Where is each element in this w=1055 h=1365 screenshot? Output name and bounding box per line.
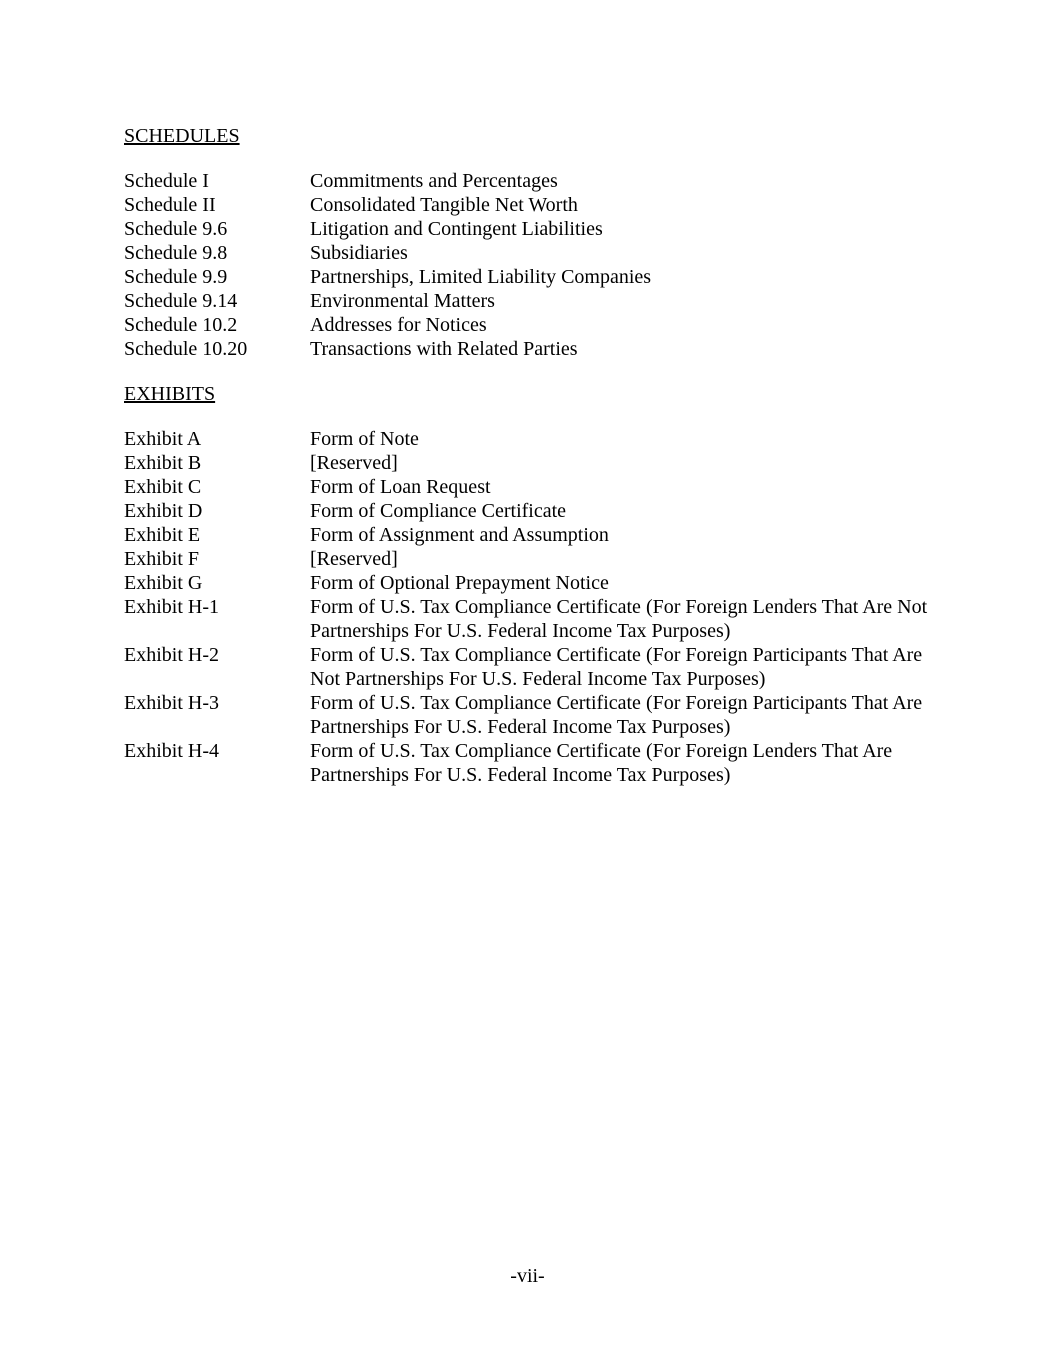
schedule-entry <box>124 265 934 289</box>
exhibit-id: Exhibit G <box>124 572 203 594</box>
exhibit-id: Exhibit E <box>124 524 201 546</box>
exhibit-id: Exhibit F <box>124 548 200 570</box>
exhibit-id: Exhibit H-4 <box>124 740 219 762</box>
schedule-entry <box>124 169 934 193</box>
exhibit-entry <box>124 643 934 691</box>
schedule-entry <box>124 241 934 265</box>
exhibit-title: Form of U.S. Tax Compliance Certificate (For Foreign Participants That Are Not Partnerships For U.S. Federal Income Tax Purposes) <box>310 644 923 690</box>
schedule-title: Partnerships, Limited Liability Companies <box>310 266 652 288</box>
schedule-title: Commitments and Percentages <box>310 170 558 192</box>
exhibit-title: Form of Optional Prepayment Notice <box>310 572 609 594</box>
schedule-id: Schedule 9.9 <box>124 266 228 288</box>
schedule-id: Schedule 10.20 <box>124 338 248 360</box>
exhibit-entry <box>124 571 934 595</box>
exhibit-entry <box>124 523 934 547</box>
document-page <box>124 124 934 787</box>
schedule-title: Consolidated Tangible Net Worth <box>310 194 578 216</box>
exhibit-entry <box>124 691 934 739</box>
exhibit-title: Form of U.S. Tax Compliance Certificate (For Foreign Lenders That Are Partnerships For U.S. Federal Income Tax Purposes) <box>310 740 893 786</box>
schedule-entry <box>124 313 934 337</box>
exhibit-entry <box>124 451 934 475</box>
exhibit-title: Form of Assignment and Assumption <box>310 524 609 546</box>
exhibits-list <box>124 427 934 787</box>
schedule-id: Schedule 10.2 <box>124 314 238 336</box>
exhibit-id: Exhibit H-1 <box>124 596 219 618</box>
exhibit-entry <box>124 595 934 643</box>
exhibit-title: Form of U.S. Tax Compliance Certificate (For Foreign Participants That Are Partnerships For U.S. Federal Income Tax Purposes) <box>310 692 923 738</box>
schedule-title: Subsidiaries <box>310 242 408 264</box>
exhibit-id: Exhibit B <box>124 452 202 474</box>
exhibit-entry <box>124 499 934 523</box>
schedule-id: Schedule 9.8 <box>124 242 228 264</box>
schedule-title: Transactions with Related Parties <box>310 338 578 360</box>
exhibit-title: Form of Note <box>310 428 419 450</box>
schedule-entry <box>124 337 934 361</box>
exhibit-title: [Reserved] <box>310 452 398 474</box>
schedule-title: Addresses for Notices <box>310 314 487 336</box>
schedule-entry <box>124 289 934 313</box>
schedule-entry <box>124 217 934 241</box>
exhibit-id: Exhibit H-2 <box>124 644 219 666</box>
exhibit-id: Exhibit H-3 <box>124 692 219 714</box>
schedule-title: Environmental Matters <box>310 290 495 312</box>
exhibit-entry <box>124 739 934 787</box>
exhibit-id: Exhibit A <box>124 428 202 450</box>
schedules-list <box>124 169 934 361</box>
exhibit-title: Form of Compliance Certificate <box>310 500 567 522</box>
schedule-id: Schedule 9.6 <box>124 218 228 240</box>
schedule-id: Schedule I <box>124 170 209 192</box>
exhibit-entry <box>124 427 934 451</box>
exhibit-title: Form of U.S. Tax Compliance Certificate (For Foreign Lenders That Are Not Partnerships For U.S. Federal Income Tax Purposes) <box>310 596 928 642</box>
schedule-id: Schedule II <box>124 194 216 216</box>
schedules-heading: SCHEDULES <box>124 125 240 147</box>
exhibit-id: Exhibit D <box>124 500 203 522</box>
schedule-entry <box>124 193 934 217</box>
exhibits-heading: EXHIBITS <box>124 383 216 405</box>
page-number: -vii- <box>510 1265 545 1287</box>
exhibit-entry <box>124 547 934 571</box>
exhibit-title: Form of Loan Request <box>310 476 491 498</box>
exhibit-title: [Reserved] <box>310 548 398 570</box>
exhibit-entry <box>124 475 934 499</box>
schedule-id: Schedule 9.14 <box>124 290 238 312</box>
exhibit-id: Exhibit C <box>124 476 202 498</box>
schedule-title: Litigation and Contingent Liabilities <box>310 218 603 240</box>
